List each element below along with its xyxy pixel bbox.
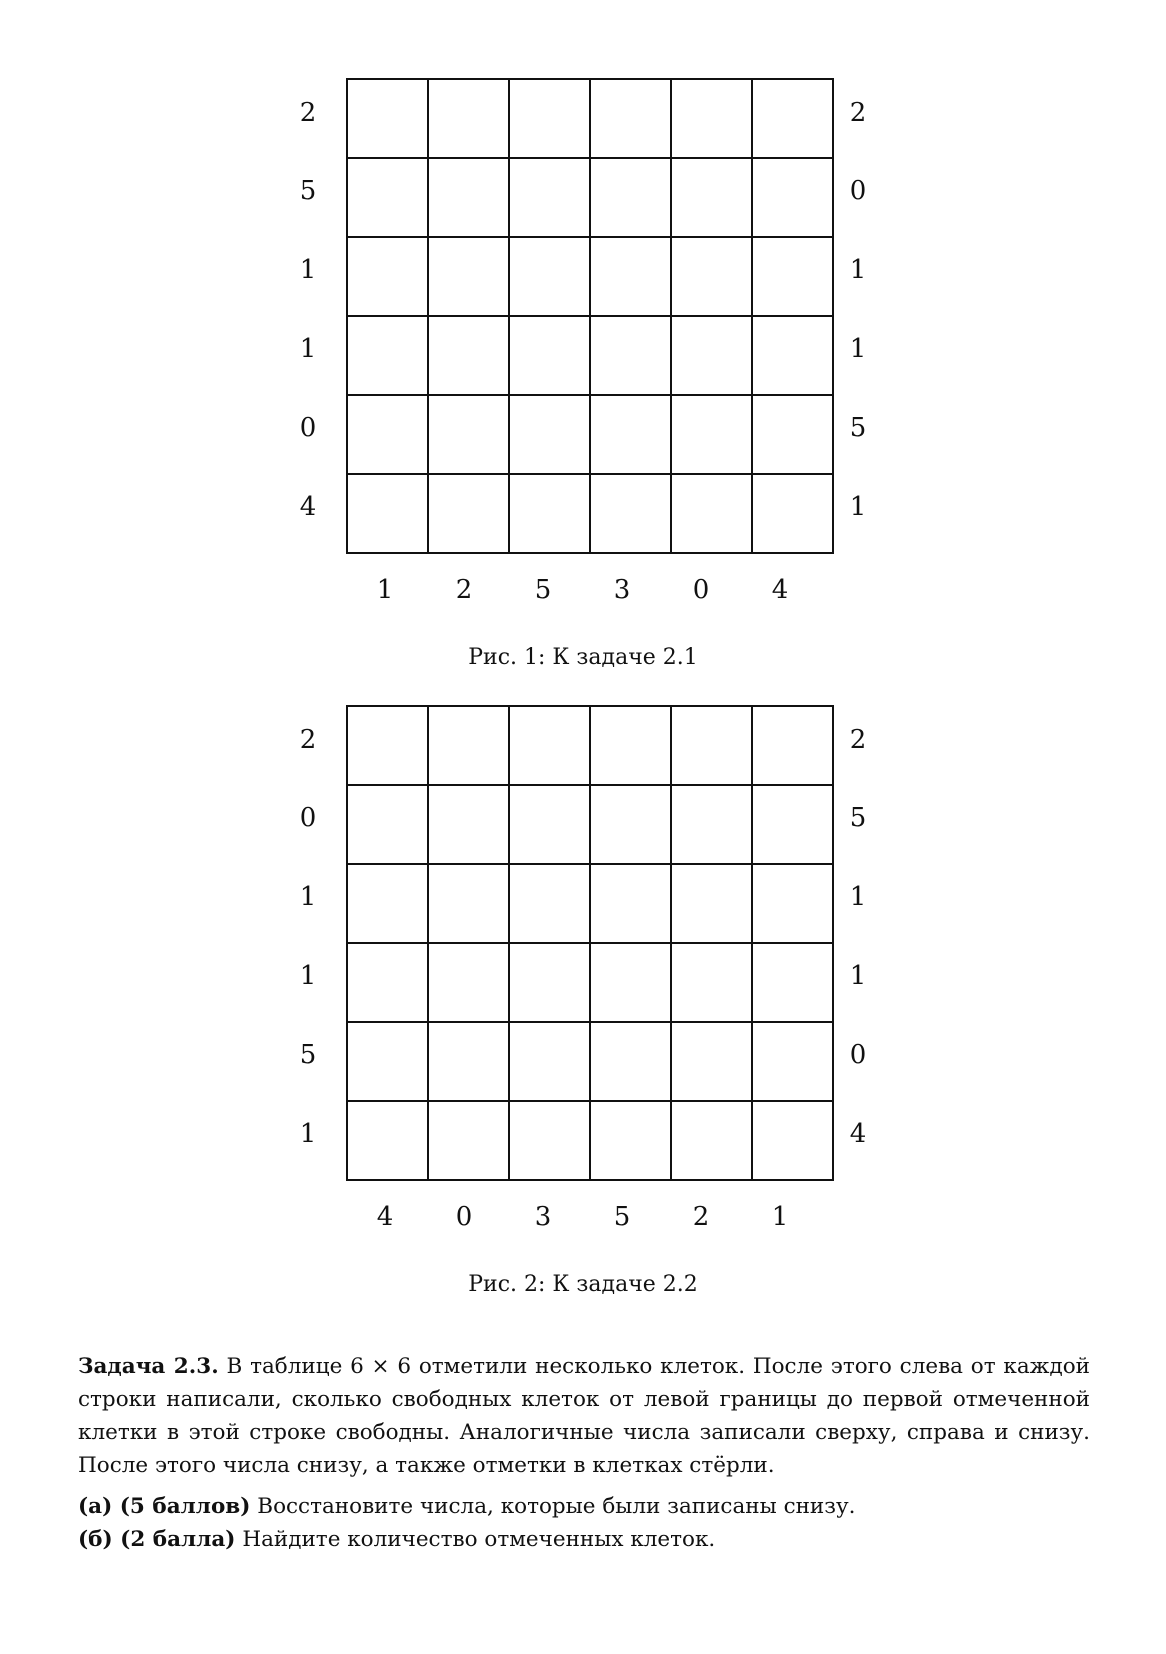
grid-cell[interactable] [509,1022,590,1101]
figure-caption: Рис. 2: К задаче 2.2 [468,1272,698,1297]
grid-cell[interactable] [347,1022,428,1101]
grid-cell[interactable] [671,706,752,785]
grid-cell[interactable] [509,316,590,395]
part-label: (б) (2 балла) [78,1527,236,1552]
grid-cell[interactable] [428,237,509,316]
left-number: 1 [299,961,317,991]
grid-cell[interactable] [347,158,428,237]
bottom-number: 0 [455,1202,473,1232]
grid-cell[interactable] [428,79,509,158]
left-number: 5 [299,176,317,206]
grid-cell[interactable] [671,943,752,1022]
grid-cell[interactable] [509,474,590,553]
left-number: 4 [299,492,317,522]
grid-cell[interactable] [428,1022,509,1101]
grid-cell[interactable] [347,237,428,316]
right-number: 5 [849,413,867,443]
grid-cell[interactable] [590,943,671,1022]
problem-title: Задача 2.3. [78,1354,219,1379]
grid-cell[interactable] [509,158,590,237]
grid-cell[interactable] [671,395,752,474]
grid-cell[interactable] [671,158,752,237]
grid-cell[interactable] [671,864,752,943]
right-number: 1 [849,255,867,285]
left-number: 1 [299,334,317,364]
grid-cell[interactable] [671,79,752,158]
grid-cell[interactable] [590,864,671,943]
grid-cell[interactable] [752,474,833,553]
grid-cell[interactable] [509,79,590,158]
grid-cell[interactable] [590,395,671,474]
grid-cell[interactable] [509,785,590,864]
right-number: 4 [849,1119,867,1149]
grid-cell[interactable] [752,943,833,1022]
right-number: 5 [849,803,867,833]
grid-cell[interactable] [428,316,509,395]
grid-cell[interactable] [671,785,752,864]
grid-cell[interactable] [347,943,428,1022]
grid-cell[interactable] [671,1022,752,1101]
grid-cell[interactable] [347,79,428,158]
grid-cell[interactable] [347,864,428,943]
grid-cell[interactable] [671,474,752,553]
grid-cell[interactable] [428,943,509,1022]
grid-6x6 [346,78,834,554]
grid-cell[interactable] [428,706,509,785]
right-number: 2 [849,98,867,128]
right-number: 0 [849,1040,867,1070]
grid-cell[interactable] [347,706,428,785]
part-label: (а) (5 баллов) [78,1494,251,1519]
grid-cell[interactable] [347,1101,428,1180]
bottom-number: 3 [613,575,631,605]
left-number: 0 [299,803,317,833]
bottom-number: 2 [455,575,473,605]
grid-cell[interactable] [347,474,428,553]
left-number: 5 [299,1040,317,1070]
grid-cell[interactable] [590,474,671,553]
grid-cell[interactable] [590,158,671,237]
problem-part-a [78,1490,1090,1523]
grid-cell[interactable] [428,474,509,553]
grid-cell[interactable] [671,316,752,395]
bottom-number: 4 [376,1202,394,1232]
grid-cell[interactable] [509,943,590,1022]
grid-cell[interactable] [752,237,833,316]
problem-statement [78,1350,1090,1482]
grid-cell[interactable] [347,785,428,864]
grid-cell[interactable] [590,1022,671,1101]
left-number: 0 [299,413,317,443]
bottom-number: 4 [771,575,789,605]
grid-cell[interactable] [347,316,428,395]
part-text: Восстановите числа, которые были записаны снизу. [257,1494,856,1519]
grid-6x6 [346,705,834,1181]
grid-cell[interactable] [590,1101,671,1180]
bottom-number: 5 [613,1202,631,1232]
grid-cell[interactable] [590,706,671,785]
left-number: 1 [299,1119,317,1149]
problem-text: В таблице 6 × 6 отметили несколько клеток. После этого слева от каждой строки написали, сколько свободных клеток от левой границы до первой отмеченной клетки в этой строке свободны. Аналогичные числа записали сверху, справа и снизу. После этого числа снизу, а также отметки в клетках стёрли. [78,1354,1090,1478]
figure-caption: Рис. 1: К задаче 2.1 [468,645,698,670]
grid-cell[interactable] [509,395,590,474]
grid-cell[interactable] [752,316,833,395]
left-number: 2 [299,725,317,755]
grid-cell[interactable] [752,158,833,237]
right-number: 1 [849,882,867,912]
grid-cell[interactable] [428,1101,509,1180]
bottom-number: 0 [692,575,710,605]
grid-cell[interactable] [752,395,833,474]
left-number: 1 [299,882,317,912]
grid-cell[interactable] [509,864,590,943]
grid-cell[interactable] [752,785,833,864]
grid-cell[interactable] [509,237,590,316]
grid-cell[interactable] [509,1101,590,1180]
grid-cell[interactable] [590,237,671,316]
grid-cell[interactable] [590,79,671,158]
grid-cell[interactable] [590,785,671,864]
right-number: 1 [849,961,867,991]
bottom-number: 1 [376,575,394,605]
grid-cell[interactable] [428,785,509,864]
grid-cell[interactable] [509,706,590,785]
grid-cell[interactable] [347,395,428,474]
grid-cell[interactable] [752,706,833,785]
grid-cell[interactable] [590,316,671,395]
grid-cell[interactable] [671,1101,752,1180]
problem-part-b [78,1523,1090,1556]
left-number: 1 [299,255,317,285]
grid-cell[interactable] [752,79,833,158]
grid-cell[interactable] [428,395,509,474]
grid-cell[interactable] [752,1022,833,1101]
grid-cell[interactable] [752,864,833,943]
grid-cell[interactable] [428,158,509,237]
bottom-number: 3 [534,1202,552,1232]
grid-cell[interactable] [752,1101,833,1180]
bottom-number: 2 [692,1202,710,1232]
right-number: 2 [849,725,867,755]
left-number: 2 [299,98,317,128]
bottom-number: 5 [534,575,552,605]
right-number: 1 [849,334,867,364]
bottom-number: 1 [771,1202,789,1232]
grid-cell[interactable] [428,864,509,943]
problem-parts [78,1490,1090,1556]
right-number: 1 [849,492,867,522]
grid-cell[interactable] [671,237,752,316]
part-text: Найдите количество отмеченных клеток. [242,1527,716,1552]
right-number: 0 [849,176,867,206]
